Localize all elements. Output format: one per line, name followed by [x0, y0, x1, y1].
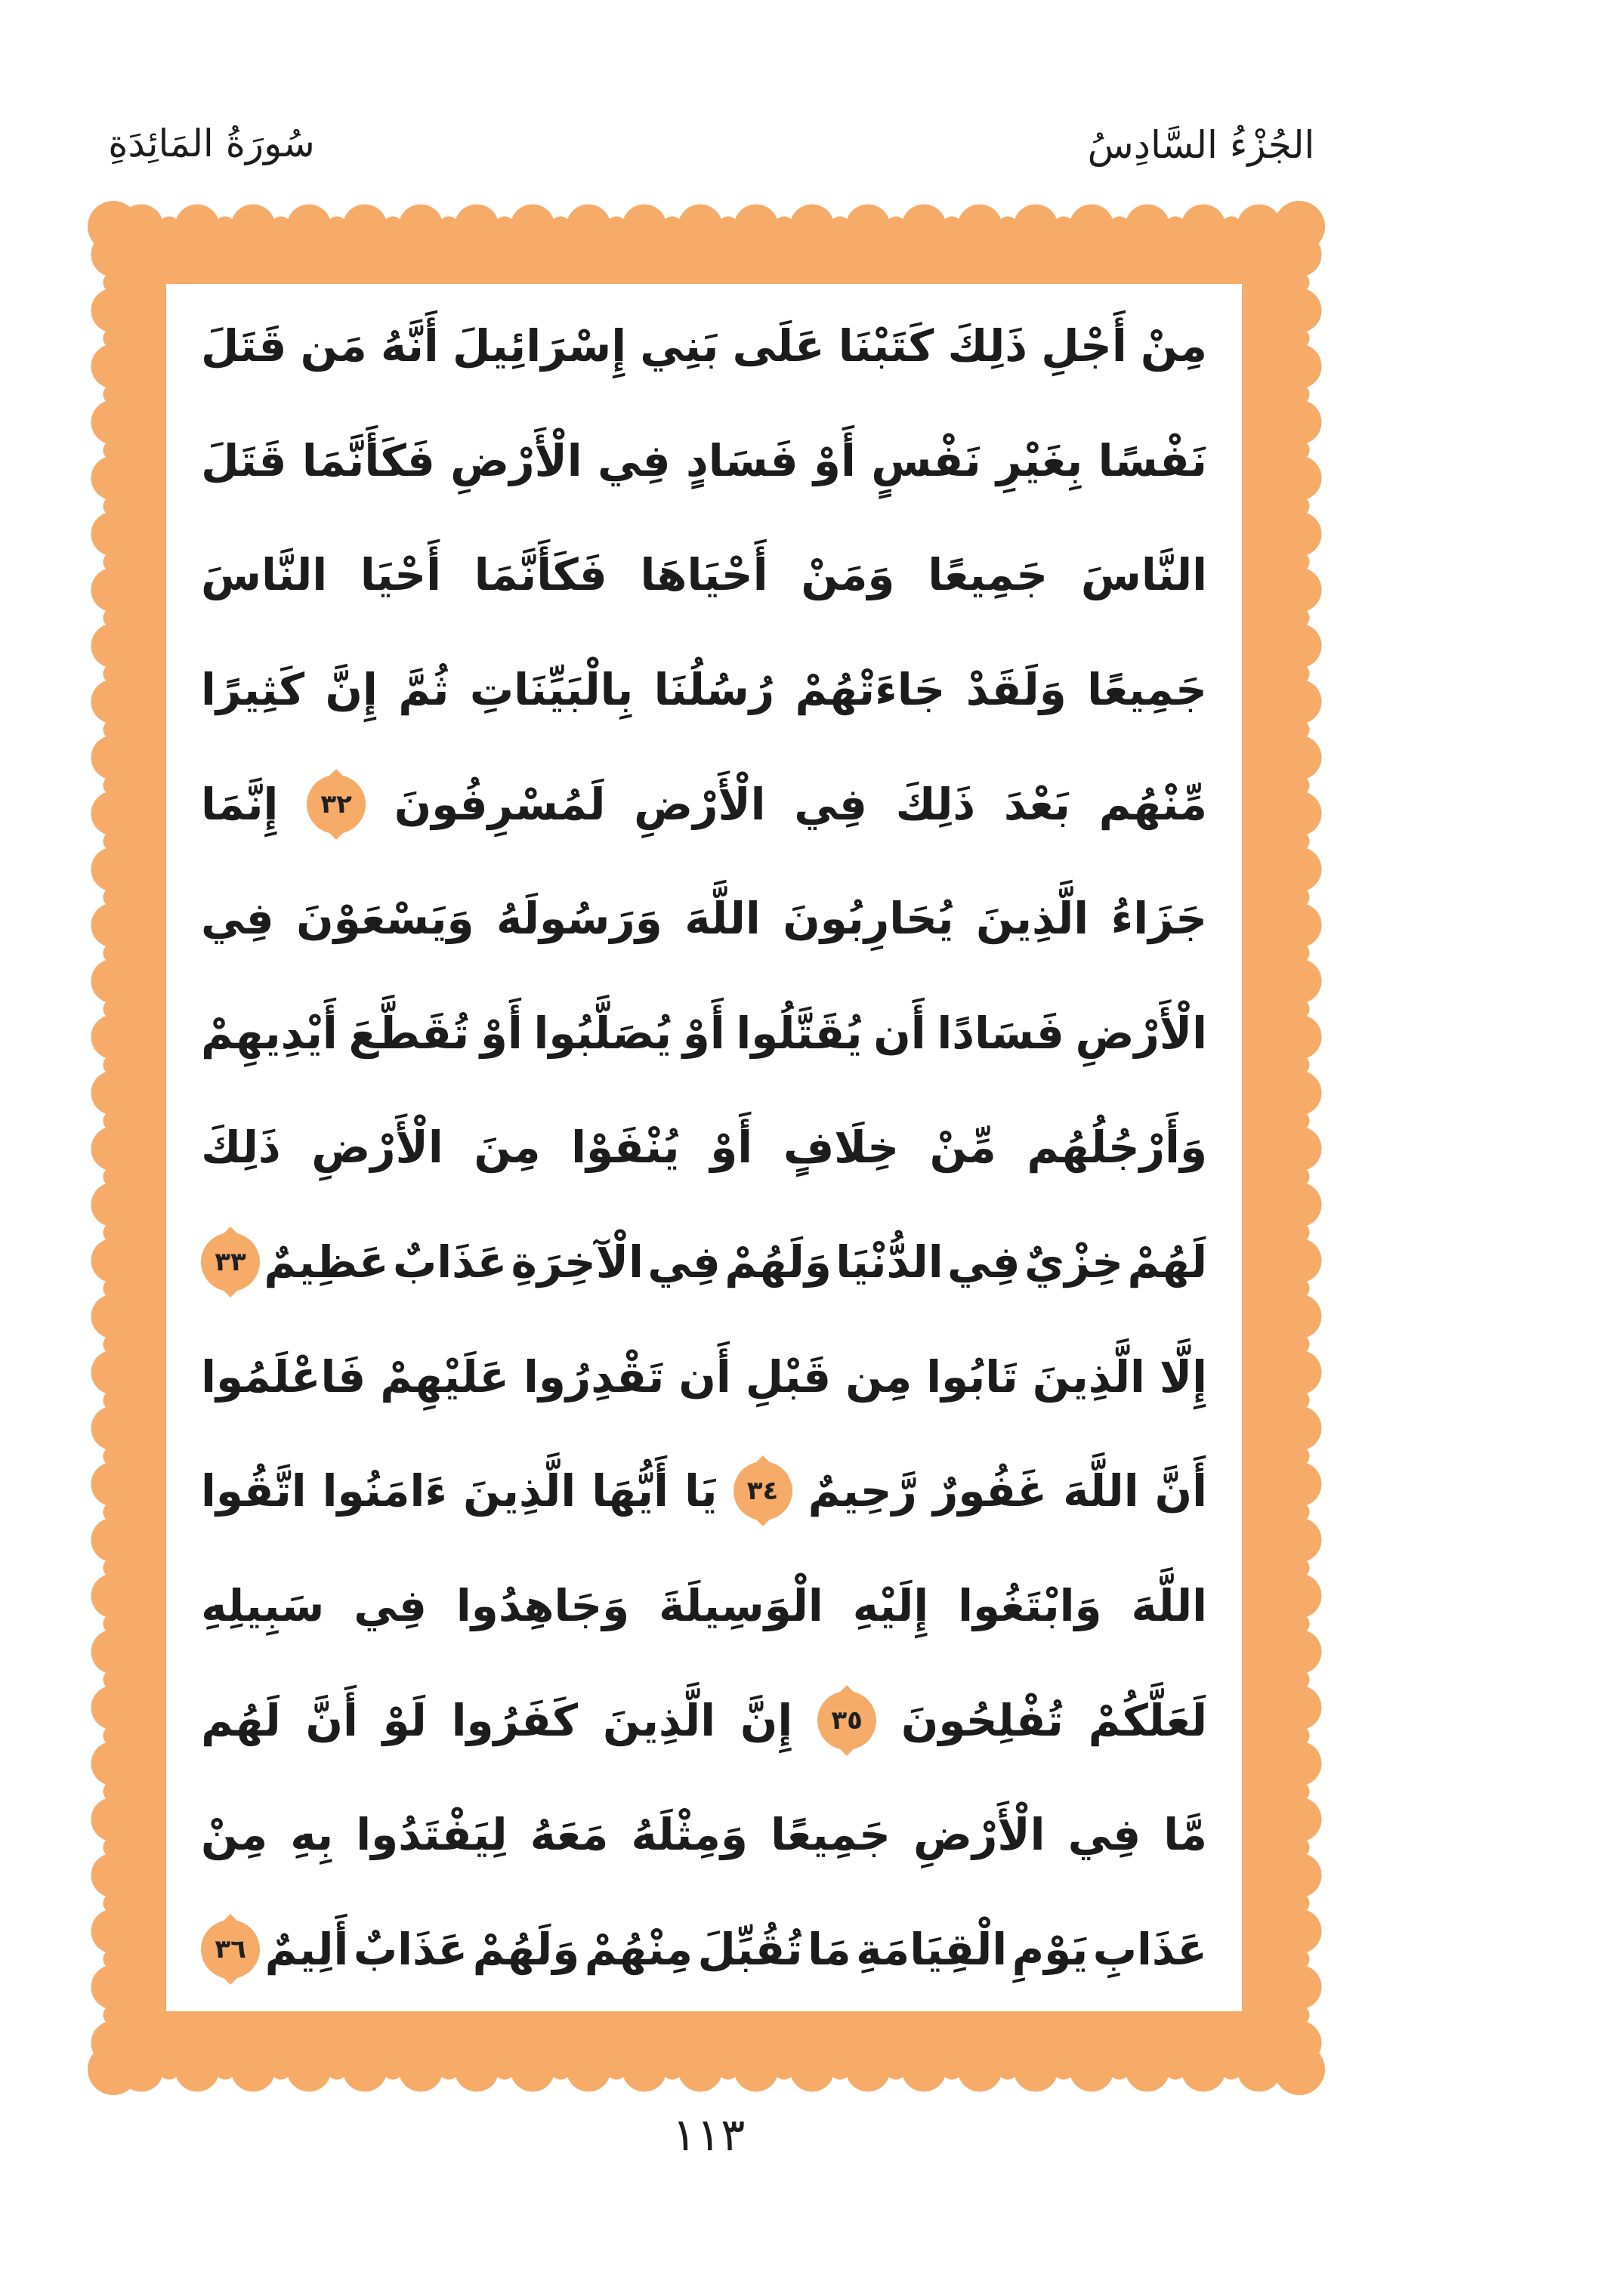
- quran-word: مَّا: [1163, 1809, 1207, 1861]
- quran-word: أَنَّهُ: [380, 320, 439, 372]
- quran-word: تَابُوا: [926, 1350, 1018, 1403]
- quran-word: الْآخِرَةِ: [511, 1236, 644, 1288]
- ayah-marker: ٣٣: [201, 1233, 260, 1292]
- quran-word: اللَّهَ: [684, 893, 761, 945]
- quran-word: رَّحِيمٌ: [808, 1465, 917, 1517]
- quran-word: الْأَرْضِ: [1075, 1007, 1207, 1059]
- quran-line: [201, 1321, 1207, 1433]
- surah-title: سُورَةُ المَائِدَةِ: [108, 122, 315, 165]
- quran-word: ذَلِكَ: [201, 1122, 281, 1174]
- quran-word: رُسُلُنَا: [653, 663, 775, 715]
- quran-word: وَابْتَغُوا: [958, 1580, 1102, 1632]
- quran-text-area: [201, 290, 1207, 2005]
- quran-word: الْأَرْضِ: [311, 1122, 443, 1174]
- quran-word: يَوْمِ: [1011, 1923, 1089, 1975]
- quran-word: أَوْ: [682, 1007, 725, 1059]
- quran-word: الْوَسِيلَةَ: [659, 1580, 823, 1632]
- quran-word: كَفَرُوا: [451, 1694, 579, 1746]
- quran-word: وَمِثْلَهُ: [631, 1809, 748, 1861]
- quran-word: وَلَقَدْ: [965, 663, 1067, 715]
- quran-line: [201, 748, 1207, 860]
- quran-line: [201, 1665, 1207, 1776]
- quran-word: مِّنْ: [929, 1122, 996, 1174]
- quran-line: [201, 1091, 1207, 1203]
- quran-word: الْقِيَامَةِ: [856, 1923, 1008, 1975]
- page-number: ١١٣: [672, 2109, 746, 2162]
- quran-word: وَجَاهِدُوا: [456, 1580, 630, 1632]
- quran-word: وَرَسُولَهُ: [496, 893, 662, 945]
- quran-word: جَمِيعًا: [928, 549, 1049, 601]
- quran-word: إِنَّمَا: [201, 778, 279, 830]
- quran-word: أَنَّ: [1154, 1465, 1207, 1517]
- quran-word: قَتَلَ: [201, 434, 287, 486]
- quran-word: بِهِ: [290, 1809, 334, 1861]
- quran-word: جَزَاءُ: [1110, 893, 1207, 945]
- quran-word: يُصَلَّبُوا: [533, 1007, 672, 1059]
- quran-word: وَيَسْعَوْنَ: [296, 893, 474, 945]
- quran-line: [201, 290, 1207, 402]
- quran-word: يَا: [684, 1465, 718, 1517]
- frame-scallop-bottom: [113, 2069, 1299, 2095]
- quran-word: عَلَى: [732, 320, 825, 372]
- quran-line: [201, 634, 1207, 745]
- quran-word: ذَلِكَ: [895, 778, 976, 830]
- quran-line: [201, 1435, 1207, 1547]
- quran-line: [201, 863, 1207, 974]
- quran-word: تُقَطَّعَ: [348, 1007, 470, 1059]
- quran-line: [201, 519, 1207, 631]
- quran-line: [201, 1550, 1207, 1662]
- quran-line: [201, 1779, 1207, 1890]
- quran-word: عَذَابٌ: [393, 1236, 508, 1288]
- quran-word: فَكَأَنَّمَا: [474, 549, 607, 601]
- quran-word: غَفُورٌ: [932, 1465, 1048, 1517]
- quran-word: لَوْ: [382, 1694, 427, 1746]
- quran-word: أَلِيمٌ: [264, 1923, 349, 1975]
- quran-word: مَعَهُ: [530, 1809, 609, 1861]
- quran-word: لَعَلَّكُمْ: [1088, 1694, 1207, 1746]
- ayah-marker: ٣٦: [201, 1920, 260, 1979]
- quran-word: لِيَفْتَدُوا: [356, 1809, 508, 1861]
- quran-word: النَّاسَ: [1080, 549, 1207, 601]
- quran-word: كَثِيرًا: [201, 663, 305, 715]
- quran-word: أَحْيَاهَا: [640, 549, 768, 601]
- quran-word: لَهُم: [201, 1694, 281, 1746]
- quran-word: سَبِيلِهِ: [201, 1580, 325, 1632]
- quran-word: تُفْلِحُونَ: [900, 1694, 1064, 1746]
- quran-word: وَلَهُمْ: [724, 1236, 832, 1288]
- quran-word: إِلَّا: [1159, 1350, 1207, 1403]
- quran-word: مَا: [807, 1923, 851, 1975]
- quran-word: فَسَادٍ: [686, 434, 798, 486]
- quran-word: الْأَرْضِ: [634, 778, 766, 830]
- quran-word: الْأَرْضِ: [913, 1809, 1045, 1861]
- quran-word: أَن: [873, 1007, 926, 1059]
- quran-word: أَجْلِ: [1041, 320, 1127, 372]
- quran-word: مِن: [845, 1350, 913, 1403]
- quran-word: الَّذِينَ: [1032, 1350, 1145, 1403]
- quran-word: أَوْ: [480, 1007, 523, 1059]
- quran-word: وَأَرْجُلُهُم: [1027, 1122, 1207, 1174]
- quran-word: ذَلِكَ: [947, 320, 1028, 372]
- quran-word: مِنْهُمْ: [584, 1923, 693, 1975]
- quran-word: فِي: [647, 1236, 721, 1288]
- ayah-marker: ٣٢: [307, 775, 366, 834]
- quran-word: الدُّنْيَا: [835, 1236, 944, 1288]
- quran-word: مَن: [300, 320, 367, 372]
- quran-word: قَتَلَ: [201, 320, 287, 372]
- frame-scallop-top: [113, 201, 1299, 227]
- decorative-frame: [113, 227, 1299, 2069]
- quran-word: لَمُسْرِفُونَ: [394, 778, 606, 830]
- quran-word: جَاءَتْهُمْ: [795, 663, 946, 715]
- quran-word: فِي: [598, 434, 671, 486]
- quran-word: فِي: [201, 893, 274, 945]
- quran-line: [201, 1893, 1207, 2005]
- quran-word: بِالْبَيِّنَاتِ: [469, 663, 634, 715]
- ayah-marker: ٣٤: [734, 1461, 792, 1520]
- quran-line: [201, 977, 1207, 1089]
- quran-word: مِنَ: [474, 1122, 541, 1174]
- quran-word: نَفْسًا: [1098, 434, 1207, 486]
- quran-word: كَتَبْنَا: [838, 320, 934, 372]
- quran-word: إِسْرَائِيلَ: [452, 320, 627, 372]
- quran-word: تُقُبِّلَ: [697, 1923, 803, 1975]
- quran-word: مِّنْهُم: [1098, 778, 1207, 830]
- quran-word: فَسَادًا: [937, 1007, 1064, 1059]
- quran-word: اتَّقُوا: [201, 1465, 307, 1517]
- quran-word: بِغَيْرِ: [996, 434, 1083, 486]
- quran-word: بَنِي: [640, 320, 719, 372]
- quran-word: جَمِيعًا: [771, 1809, 891, 1861]
- quran-word: الْأَرْضِ: [450, 434, 582, 486]
- quran-word: أَيُّهَا: [591, 1465, 669, 1517]
- quran-word: عَظِيمٌ: [264, 1236, 389, 1288]
- quran-word: فِي: [1067, 1809, 1141, 1861]
- juz-title: الجُزْءُ السَّادِسُ: [1087, 123, 1315, 167]
- quran-word: الَّذِينَ: [463, 1465, 576, 1517]
- quran-word: ءَامَنُوا: [322, 1465, 448, 1517]
- quran-word: أَوْ: [813, 434, 856, 486]
- quran-word: ثُمَّ: [398, 663, 449, 715]
- quran-word: أَوْ: [710, 1122, 753, 1174]
- quran-word: أَحْيَا: [360, 549, 442, 601]
- quran-word: أَيْدِيهِمْ: [201, 1007, 338, 1059]
- quran-word: مِنْ: [1140, 320, 1207, 372]
- quran-word: فَكَأَنَّمَا: [301, 434, 435, 486]
- quran-word: عَلَيْهِمْ: [380, 1350, 509, 1403]
- quran-word: أَنَّ: [305, 1694, 358, 1746]
- quran-word: يُحَارِبُونَ: [783, 893, 954, 945]
- quran-word: خِلَافٍ: [783, 1122, 900, 1174]
- quran-word: إِنَّ: [740, 1694, 793, 1746]
- quran-word: اللَّهَ: [1063, 1465, 1139, 1517]
- quran-word: نَفْسٍ: [871, 434, 981, 486]
- quran-word: يُنْفَوْا: [571, 1122, 680, 1174]
- quran-word: فِي: [794, 778, 867, 830]
- quran-word: بَعْدَ: [1003, 778, 1070, 830]
- quran-word: عَذَابِ: [1092, 1923, 1207, 1975]
- quran-word: فِي: [947, 1236, 1021, 1288]
- frame-scallop-right: [1299, 227, 1325, 2069]
- quran-word: وَمَنْ: [801, 549, 895, 601]
- frame-inner-panel: [166, 284, 1242, 2011]
- quran-word: تَقْدِرُوا: [523, 1350, 665, 1403]
- ayah-marker: ٣٥: [817, 1691, 876, 1750]
- quran-line: [201, 1206, 1207, 1318]
- frame-scallop-left: [88, 227, 113, 2069]
- quran-word: قَبْلِ: [745, 1350, 832, 1403]
- quran-word: جَمِيعًا: [1087, 663, 1207, 715]
- quran-line: [201, 405, 1207, 517]
- quran-word: لَهُمْ: [1127, 1236, 1207, 1288]
- quran-word: فِي: [354, 1580, 427, 1632]
- quran-word: أَن: [678, 1350, 731, 1403]
- quran-word: اللَّهَ: [1131, 1580, 1207, 1632]
- quran-word: النَّاسَ: [201, 549, 328, 601]
- quran-word: الَّذِينَ: [602, 1694, 716, 1746]
- quran-word: مِنْ: [201, 1809, 268, 1861]
- quran-word: خِزْيٌ: [1024, 1236, 1124, 1288]
- quran-word: يُقَتَّلُوا: [736, 1007, 863, 1059]
- quran-word: عَذَابٌ: [353, 1923, 468, 1975]
- quran-word: وَلَهُمْ: [472, 1923, 580, 1975]
- quran-word: الَّذِينَ: [976, 893, 1089, 945]
- quran-word: إِلَيْهِ: [852, 1580, 929, 1632]
- quran-word: فَاعْلَمُوا: [201, 1350, 366, 1403]
- quran-word: إِنَّ: [325, 663, 378, 715]
